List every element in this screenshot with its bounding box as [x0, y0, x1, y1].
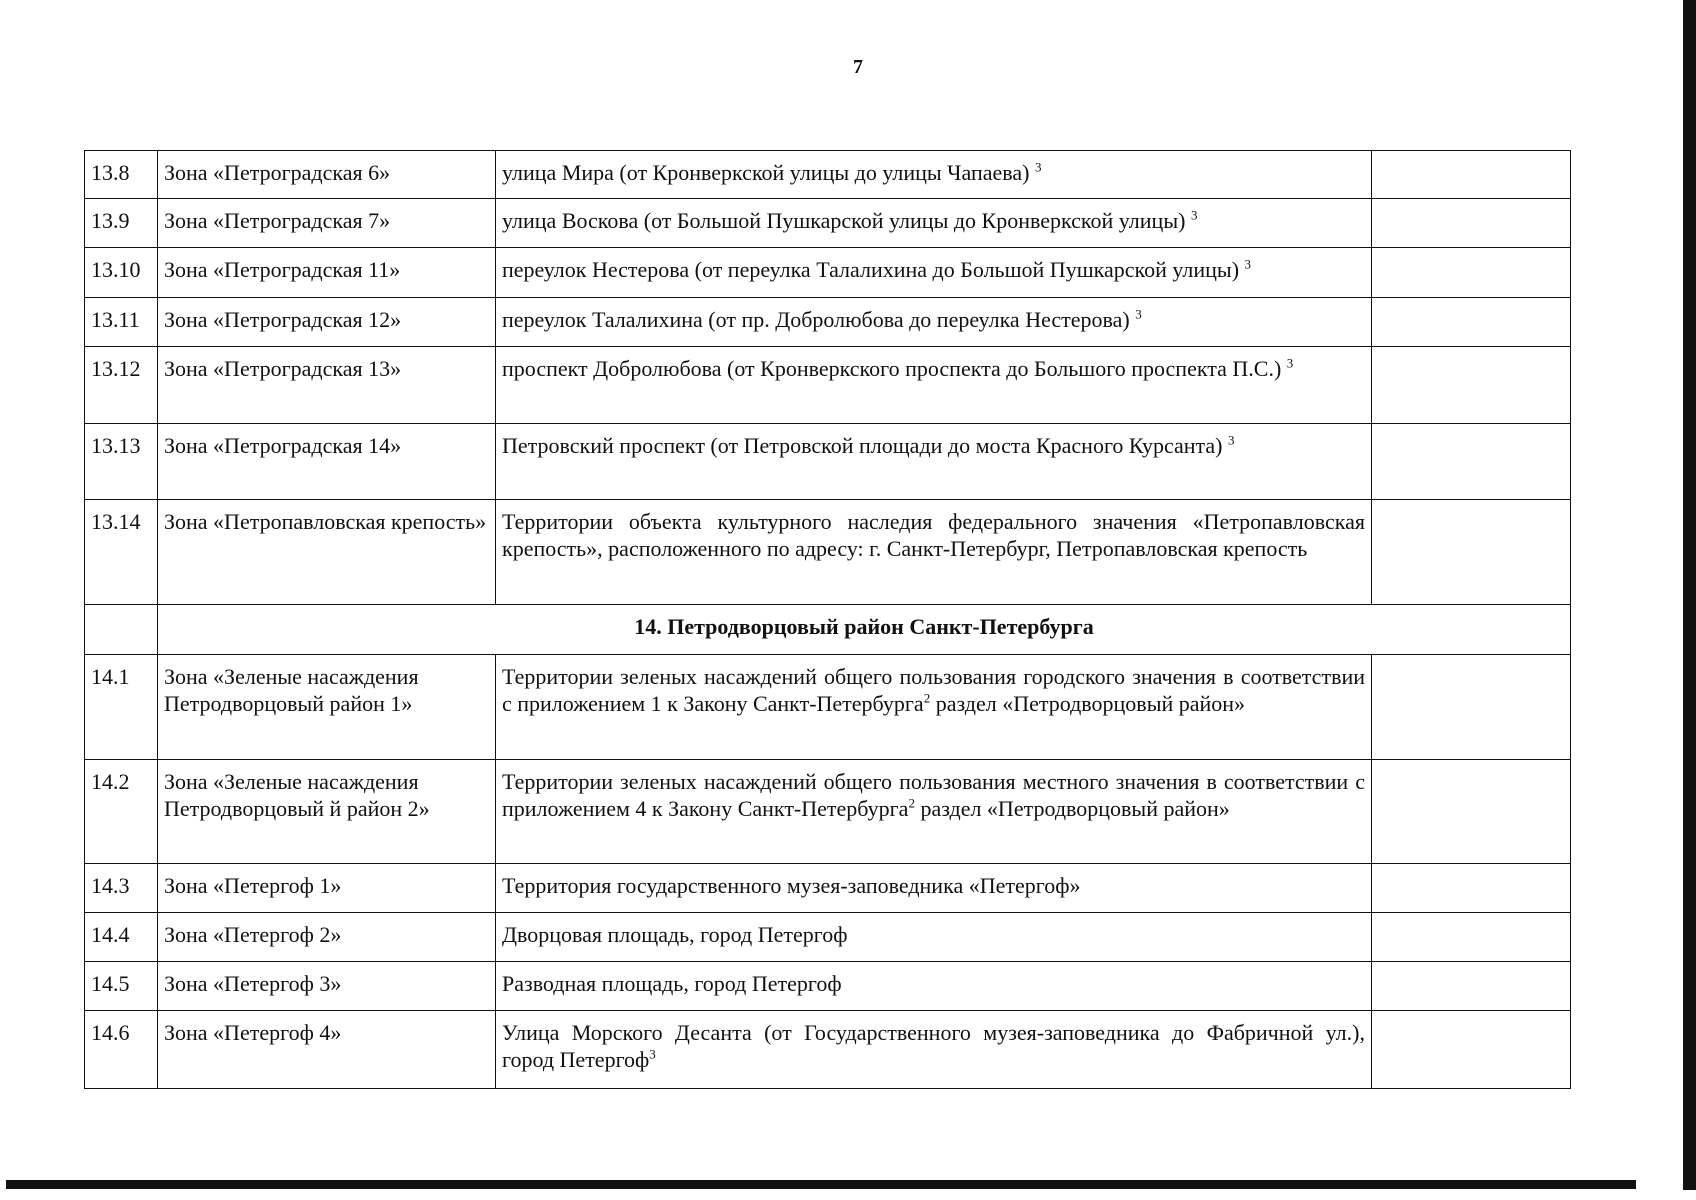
- section-heading: 14. Петродворцовый район Санкт-Петербурга: [158, 605, 1571, 655]
- row-number: 13.13: [85, 424, 158, 500]
- description-text: переулок Нестерова (от переулка Талалихина до Большой Пушкарской улицы): [502, 257, 1240, 282]
- row-number: 14.6: [85, 1011, 158, 1089]
- empty-cell: [1372, 500, 1571, 605]
- zone-description: [496, 655, 1372, 760]
- zone-name: Зона «Зеленые насаждения Петродворцовый район 1»: [158, 655, 496, 760]
- empty-cell: [1372, 962, 1571, 1011]
- empty-cell: [1372, 1011, 1571, 1089]
- footnote-mark: 3: [1034, 159, 1042, 175]
- table-row: [85, 248, 1571, 298]
- table-row: [85, 298, 1571, 347]
- zone-description: [496, 962, 1372, 1011]
- zone-name: Зона «Петроградская 12»: [158, 298, 496, 347]
- zone-name: Зона «Петергоф 3»: [158, 962, 496, 1011]
- zone-description: [496, 864, 1372, 913]
- section-row: [85, 605, 1571, 655]
- footnote-mark: 2: [908, 795, 915, 811]
- description-text: Улица Морского Десанта (от Государственного музея-заповедника до Фабричной ул.), город Петергоф: [502, 1020, 1365, 1072]
- zone-description: [496, 424, 1372, 500]
- description-text: раздел «Петродворцовый район»: [914, 796, 1230, 821]
- description-text: улица Мира (от Кронверкской улицы до улицы Чапаева): [502, 160, 1030, 185]
- table-row: [85, 347, 1571, 424]
- table-row: [85, 864, 1571, 913]
- row-number: 13.10: [85, 248, 158, 298]
- zone-description: [496, 760, 1372, 864]
- footnote-mark: 3: [1190, 207, 1198, 223]
- scan-bottom-edge: [6, 1180, 1636, 1189]
- table-row: [85, 199, 1571, 248]
- description-text: Петровский проспект (от Петровской площади до моста Красного Курсанта): [502, 433, 1223, 458]
- zone-name: Зона «Петроградская 7»: [158, 199, 496, 248]
- empty-cell: [1372, 347, 1571, 424]
- footnote-mark: 3: [1286, 355, 1294, 371]
- row-number: 13.9: [85, 199, 158, 248]
- empty-cell: [85, 605, 158, 655]
- zone-name: Зона «Петергоф 4»: [158, 1011, 496, 1089]
- footnote-mark: 3: [649, 1046, 656, 1062]
- zone-description: [496, 298, 1372, 347]
- footnote-mark: 3: [1135, 306, 1142, 322]
- zone-description: [496, 151, 1372, 199]
- description-text: Дворцовая площадь, город Петергоф: [502, 922, 848, 947]
- row-number: 13.12: [85, 347, 158, 424]
- row-number: 14.3: [85, 864, 158, 913]
- page-number: 7: [853, 56, 863, 78]
- table-row: [85, 424, 1571, 500]
- empty-cell: [1372, 248, 1571, 298]
- table-row: [85, 655, 1571, 760]
- zone-description: [496, 500, 1372, 605]
- empty-cell: [1372, 913, 1571, 962]
- description-text: Территории объекта культурного наследия федерального значения «Петропавловская крепость», расположенного по адресу: г. Санкт-Петербург, Петропавловская крепость: [502, 509, 1365, 561]
- empty-cell: [1372, 760, 1571, 864]
- row-number: 14.4: [85, 913, 158, 962]
- zone-description: [496, 913, 1372, 962]
- empty-cell: [1372, 864, 1571, 913]
- empty-cell: [1372, 298, 1571, 347]
- description-text: проспект Добролюбова (от Кронверкского проспекта до Большого проспекта П.С.): [502, 356, 1282, 381]
- table-row: [85, 151, 1571, 199]
- zone-description: [496, 199, 1372, 248]
- scan-right-edge: [1683, 0, 1696, 1190]
- row-number: 14.5: [85, 962, 158, 1011]
- description-text: Территории зеленых насаждений общего пользования городского значения в соответствии с приложением 1 к Закону Санкт-Петербурга: [502, 664, 1365, 716]
- footnote-mark: 2: [923, 690, 931, 706]
- table-row: [85, 500, 1571, 605]
- zone-description: [496, 1011, 1372, 1089]
- zones-table: [84, 150, 1571, 1089]
- zone-name: Зона «Петроградская 13»: [158, 347, 496, 424]
- zone-name: Зона «Зеленые насаждения Петродворцовый й район 2»: [158, 760, 496, 864]
- zone-name: Зона «Петропавловская крепость»: [158, 500, 496, 605]
- zone-description: [496, 347, 1372, 424]
- zone-name: Зона «Петроградская 6»: [158, 151, 496, 199]
- footnote-mark: 3: [1244, 256, 1252, 272]
- row-number: 13.8: [85, 151, 158, 199]
- zone-name: Зона «Петергоф 2»: [158, 913, 496, 962]
- zone-name: Зона «Петергоф 1»: [158, 864, 496, 913]
- row-number: 13.11: [85, 298, 158, 347]
- table-row: [85, 962, 1571, 1011]
- table-row: [85, 913, 1571, 962]
- empty-cell: [1372, 424, 1571, 500]
- description-text: Территории зеленых насаждений общего пользования местного значения в соответствии с приложением 4 к Закону Санкт-Петербурга: [502, 769, 1365, 821]
- row-number: 14.1: [85, 655, 158, 760]
- description-text: улица Воскова (от Большой Пушкарской улицы до Кронверкской улицы): [502, 208, 1186, 233]
- description-text: Разводная площадь, город Петергоф: [502, 971, 842, 996]
- zone-description: [496, 248, 1372, 298]
- empty-cell: [1372, 655, 1571, 760]
- description-text: раздел «Петродворцовый район»: [930, 691, 1246, 716]
- row-number: 13.14: [85, 500, 158, 605]
- description-text: переулок Талалихина (от пр. Добролюбова до переулка Нестерова): [502, 307, 1130, 332]
- footnote-mark: 3: [1228, 432, 1235, 448]
- zone-name: Зона «Петроградская 11»: [158, 248, 496, 298]
- zone-name: Зона «Петроградская 14»: [158, 424, 496, 500]
- description-text: Территория государственного музея-заповедника «Петергоф»: [502, 873, 1081, 898]
- empty-cell: [1372, 199, 1571, 248]
- empty-cell: [1372, 151, 1571, 199]
- table-row: [85, 1011, 1571, 1089]
- table-row: [85, 760, 1571, 864]
- row-number: 14.2: [85, 760, 158, 864]
